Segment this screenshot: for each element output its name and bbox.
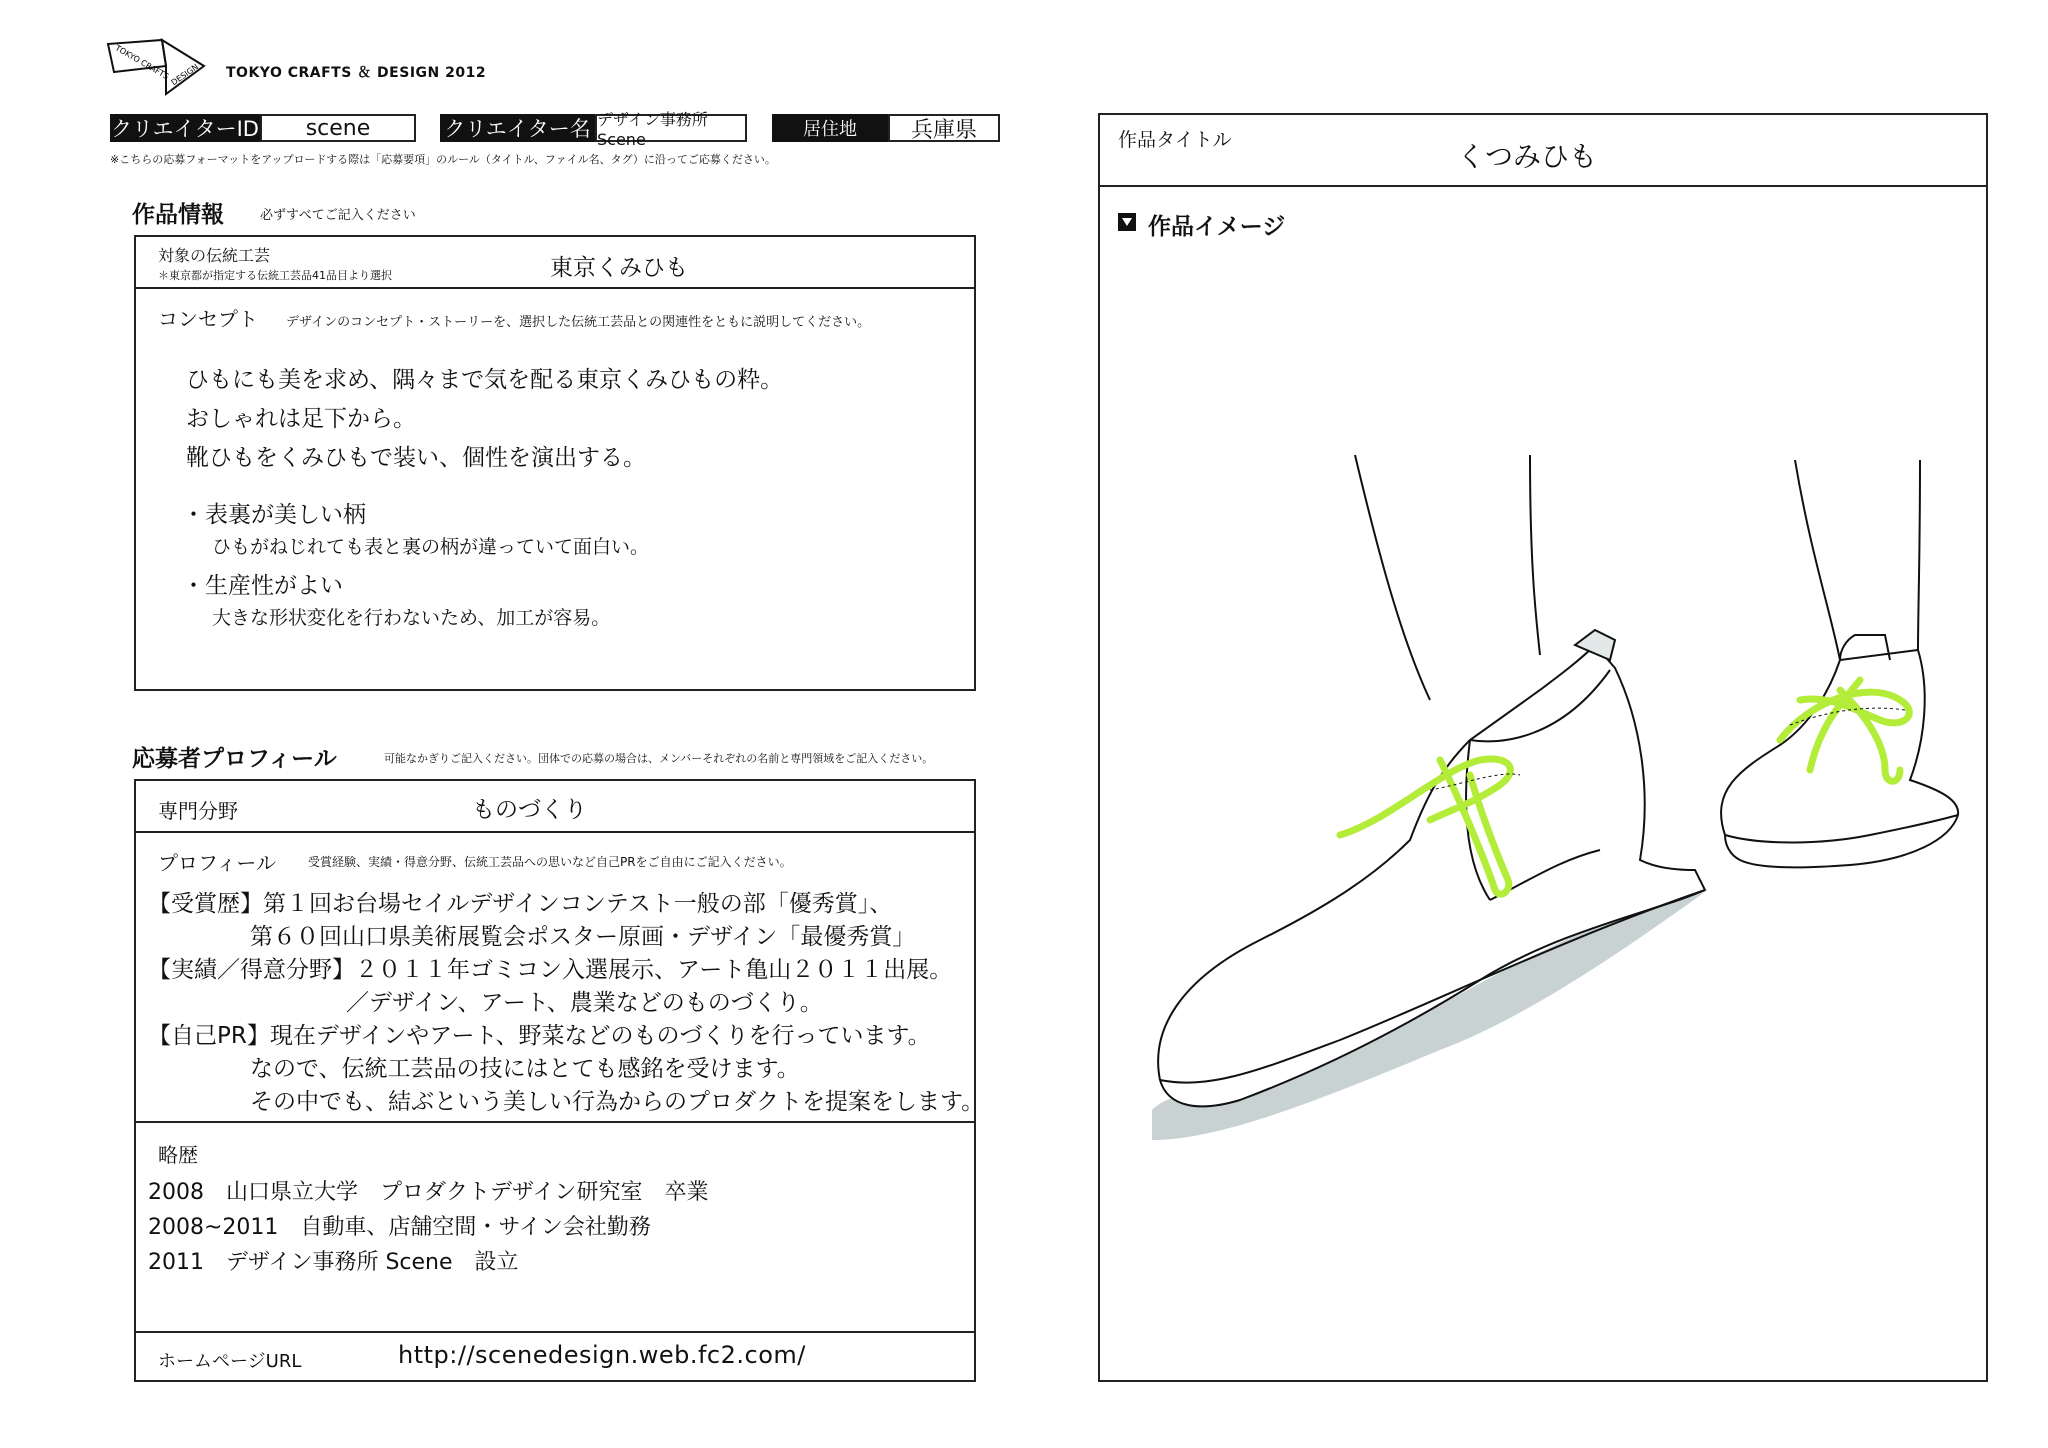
point-desc: 大きな形状変化を行わないため、加工が容易。 (212, 607, 611, 629)
concept-line: おしゃれは足下から。 (186, 406, 416, 432)
divider (136, 1331, 974, 1333)
concept-label: コンセプト (158, 307, 258, 331)
profile-note: 可能なかぎりご記入ください。団体での応募の場合は、メンバーそれぞれの名前と専門領域をご記入ください。 (384, 752, 934, 765)
image-label: 作品イメージ (1148, 214, 1286, 240)
craft-value: 東京くみひも (550, 255, 688, 281)
profile-line: 第６０回山口県美術展覧会ポスター原画・デザイン「最優秀賞」 (250, 924, 916, 950)
divider (136, 831, 974, 833)
divider (1100, 185, 1986, 187)
brand-title: TOKYO CRAFTS ＆ DESIGN 2012 (226, 65, 487, 81)
creator-name-value: デザイン事務所Scene (595, 114, 747, 142)
craft-label: 対象の伝統工芸 (158, 246, 271, 265)
creator-id-value: scene (260, 114, 416, 142)
profile-line: 【実績／得意分野】２０１１年ゴミコン入選展示、アート亀山２０１１出展。 (148, 957, 953, 983)
profile-heading: 応募者プロフィール (132, 746, 337, 772)
svg-text:DESIGN: DESIGN (169, 62, 201, 88)
history-line: 2008 山口県立大学 プロダクトデザイン研究室 卒業 (148, 1180, 709, 1205)
profile-line: その中でも、結ぶという美しい行為からのプロダクトを提案をします。 (250, 1089, 985, 1115)
history-label: 略歴 (158, 1143, 198, 1167)
profile-note-text: 受賞経験、実績・得意分野、伝統工芸品への思いなど自己PRをご自由にご記入ください。 (308, 855, 792, 869)
work-info-box (134, 235, 976, 691)
title-label: 作品タイトル (1118, 129, 1232, 151)
upload-note: ※こちらの応募フォーマットをアップロードする際は「応募要項」のルール（タイトル、ファイル名、タグ）に沿ってご応募ください。 (110, 153, 776, 166)
profile-line: 【自己PR】現在デザインやアート、野菜などのものづくりを行っています。 (148, 1023, 931, 1049)
field-value: ものづくり (472, 797, 587, 823)
point-desc: ひもがねじれても表と裏の柄が違っていて面白い。 (212, 536, 650, 558)
point-title: ・表裏が美しい柄 (182, 502, 366, 528)
profile-line: なので、伝統工芸品の技にはとても感銘を受けます。 (250, 1056, 800, 1082)
craft-sub: ＊東京都が指定する伝統工芸品41品目より選択 (158, 269, 392, 282)
title-value: くつみひも (1457, 140, 1598, 173)
concept-note: デザインのコンセプト・ストーリーを、選択した伝統工芸品との関連性をともに説明してください。 (286, 315, 871, 330)
point-title: ・生産性がよい (182, 573, 343, 599)
creator-name-label: クリエイター名 (440, 114, 595, 142)
history-line: 2011 デザイン事務所 Scene 設立 (148, 1250, 519, 1275)
work-info-note: 必ずすべてご記入ください (260, 208, 416, 223)
profile-box (134, 779, 985, 1382)
url-label: ホームページURL (158, 1351, 302, 1372)
profile-line: ／デザイン、アート、農業などのものづくり。 (346, 990, 823, 1016)
history-line: 2008~2011 自動車、店舗空間・サイン会社勤務 (148, 1215, 651, 1240)
work-info-heading: 作品情報 (132, 202, 224, 228)
concept-line: ひもにも美を求め、隅々まで気を配る東京くみひもの粋。 (186, 367, 784, 393)
divider (136, 1121, 974, 1123)
profile-label: プロフィール (158, 851, 276, 875)
concept-line: 靴ひもをくみひもで装い、個性を演出する。 (186, 445, 646, 471)
residence-value: 兵庫県 (888, 114, 1000, 142)
field-label: 専門分野 (158, 799, 238, 823)
url-link[interactable]: http://scenedesign.web.fc2.com/ (398, 1341, 806, 1369)
divider (136, 287, 974, 289)
profile-line: 【受賞歴】第１回お台場セイルデザインコンテスト一般の部「優秀賞」、 (148, 891, 893, 917)
creator-id-label: クリエイターID (110, 114, 260, 142)
triangle-down-icon (1118, 213, 1136, 231)
logo-mark (104, 36, 224, 98)
svg-text:TOKYO CRAFTS: TOKYO CRAFTS (113, 43, 171, 82)
shoe-illustration (1140, 440, 1960, 1140)
residence-label: 居住地 (772, 114, 888, 142)
